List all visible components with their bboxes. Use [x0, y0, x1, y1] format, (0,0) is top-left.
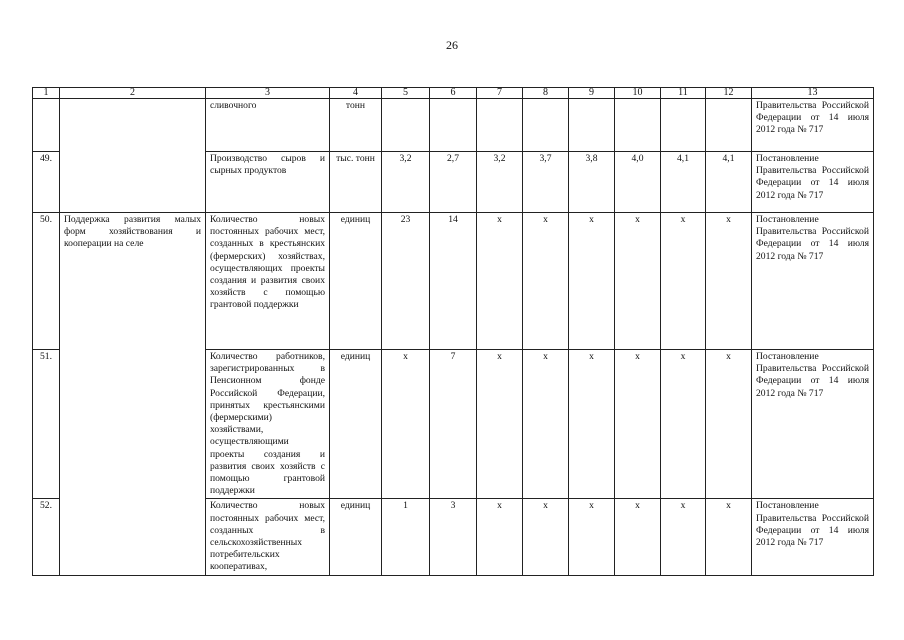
- unit-cell: единиц: [330, 213, 382, 350]
- value-cell: [661, 99, 706, 152]
- unit-cell: единиц: [330, 499, 382, 575]
- indicators-table: [32, 87, 874, 576]
- column-header: 4: [330, 88, 382, 99]
- value-cell: х: [615, 213, 661, 350]
- basis-cell: Постановление Правительства Российской Федерации от 14 июля 2012 года № 717: [752, 152, 874, 213]
- column-header: 1: [33, 88, 60, 99]
- value-cell: х: [523, 499, 569, 575]
- value-cell: 3,2: [382, 152, 430, 213]
- column-header: 3: [206, 88, 330, 99]
- value-cell: х: [615, 499, 661, 575]
- indicator-cell: сливочного: [206, 99, 330, 152]
- value-cell: 4,1: [706, 152, 752, 213]
- value-cell: 4,0: [615, 152, 661, 213]
- table-row: [33, 213, 874, 350]
- value-cell: х: [477, 350, 523, 499]
- indicator-cell: Количество работников, зарегистрированных в Пенсионном фонде Российской Федерации, принятых крестьянскими (фермерскими) хозяйствами, осуществляющими проекты создания и развития своих хозяйств с помощью грантовой поддержки: [206, 350, 330, 499]
- value-cell: х: [523, 213, 569, 350]
- value-cell: 3,2: [477, 152, 523, 213]
- value-cell: х: [569, 350, 615, 499]
- value-cell: 2,7: [430, 152, 477, 213]
- value-cell: 1: [382, 499, 430, 575]
- header-row: [33, 88, 874, 99]
- basis-cell: Правительства Российской Федерации от 14 июля 2012 года № 717: [752, 99, 874, 152]
- column-header: 12: [706, 88, 752, 99]
- value-cell: х: [477, 499, 523, 575]
- unit-cell: единиц: [330, 350, 382, 499]
- row-number: 49.: [33, 152, 60, 213]
- value-cell: [569, 99, 615, 152]
- value-cell: х: [706, 350, 752, 499]
- column-header: 6: [430, 88, 477, 99]
- goal-cell: Поддержка развития малых форм хозяйствования и кооперации на селе: [60, 213, 206, 576]
- row-number: [33, 99, 60, 152]
- value-cell: 3: [430, 499, 477, 575]
- value-cell: х: [523, 350, 569, 499]
- value-cell: х: [569, 213, 615, 350]
- goal-cell: [60, 99, 206, 213]
- unit-cell: тыс. тонн: [330, 152, 382, 213]
- indicator-cell: Производство сыров и сырных продуктов: [206, 152, 330, 213]
- value-cell: [430, 99, 477, 152]
- column-header: 11: [661, 88, 706, 99]
- indicator-cell: Количество новых постоянных рабочих мест, созданных в крестьянских (фермерских) хозяйствах, осуществляющих проекты создания и развития своих хозяйств с помощью грантовой поддержки: [206, 213, 330, 350]
- table-row: [33, 99, 874, 152]
- column-header: 10: [615, 88, 661, 99]
- row-number: 52.: [33, 499, 60, 575]
- indicator-cell: Количество новых постоянных рабочих мест, созданных в сельскохозяйственных потребительских кооперативах,: [206, 499, 330, 575]
- basis-cell: Постановление Правительства Российской Федерации от 14 июля 2012 года № 717: [752, 499, 874, 575]
- column-header: 2: [60, 88, 206, 99]
- basis-cell: Постановление Правительства Российской Федерации от 14 июля 2012 года № 717: [752, 213, 874, 350]
- unit-cell: тонн: [330, 99, 382, 152]
- value-cell: х: [569, 499, 615, 575]
- value-cell: 14: [430, 213, 477, 350]
- column-header: 7: [477, 88, 523, 99]
- value-cell: х: [661, 350, 706, 499]
- column-header: 13: [752, 88, 874, 99]
- row-number: 51.: [33, 350, 60, 499]
- value-cell: [477, 99, 523, 152]
- value-cell: [382, 99, 430, 152]
- page-number: 26: [446, 38, 458, 52]
- value-cell: х: [661, 213, 706, 350]
- value-cell: [523, 99, 569, 152]
- value-cell: 7: [430, 350, 477, 499]
- value-cell: 3,8: [569, 152, 615, 213]
- column-header: 9: [569, 88, 615, 99]
- column-header: 5: [382, 88, 430, 99]
- value-cell: [615, 99, 661, 152]
- value-cell: х: [706, 499, 752, 575]
- value-cell: х: [382, 350, 430, 499]
- value-cell: х: [615, 350, 661, 499]
- value-cell: х: [706, 213, 752, 350]
- basis-cell: Постановление Правительства Российской Федерации от 14 июля 2012 года № 717: [752, 350, 874, 499]
- value-cell: х: [661, 499, 706, 575]
- value-cell: 4,1: [661, 152, 706, 213]
- value-cell: х: [477, 213, 523, 350]
- value-cell: [706, 99, 752, 152]
- value-cell: 3,7: [523, 152, 569, 213]
- value-cell: 23: [382, 213, 430, 350]
- row-number: 50.: [33, 213, 60, 350]
- column-header: 8: [523, 88, 569, 99]
